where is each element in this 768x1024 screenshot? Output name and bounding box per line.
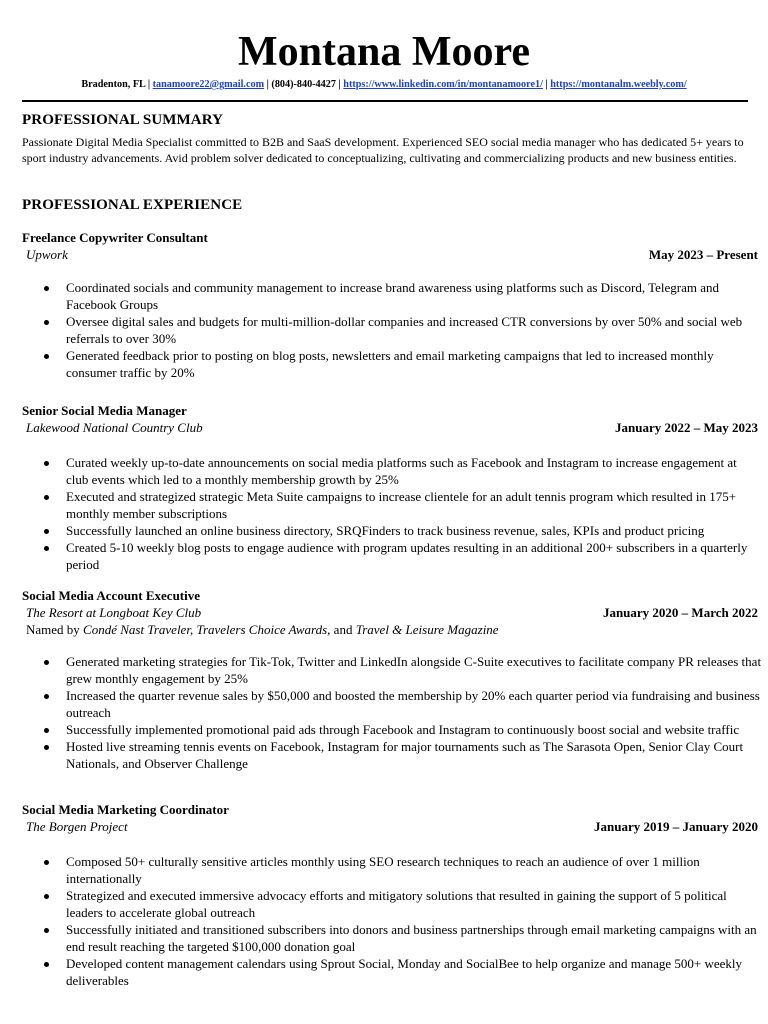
email-link[interactable]: tanamoore22@gmail.com [152,79,265,90]
bullet-icon [44,962,49,967]
bullet-item [22,955,762,989]
separator: | [145,79,153,90]
company-name: Upwork [26,247,68,262]
bullet-text: Strategized and executed immersive advocacy efforts and mitigatory solutions that resulted in gaining the support of 5 political leaders to accelerate global outreach [66,888,727,920]
separator: | [335,79,344,90]
company-name: The Resort at Longboat Key Club [26,605,202,620]
bullet-text: Composed 50+ culturally sensitive articles monthly using SEO research techniques to reach an audience of over 1 million internationally [66,854,700,886]
bullet-text: Coordinated socials and community management to increase brand awareness using platforms such as Discord, Telegram and Facebook Groups [66,280,719,312]
job-title: Freelance Copywriter Consultant [22,230,208,245]
bullet-text: Generated marketing strategies for Tik-Tok, Twitter and LinkedIn alongside C-Suite executives to facilitate company PR releases that grew monthly engagement by 25% [66,654,762,686]
bullet-icon [44,745,49,750]
company-name: Lakewood National Country Club [26,420,203,435]
bullet-icon [44,529,49,534]
bullet-icon [44,320,49,325]
job-title: Social Media Account Executive [22,588,201,603]
job-bullets [22,853,762,989]
job-bullets [22,279,762,381]
bullet-icon [44,728,49,733]
award-name: Condé Nast Traveler, Travelers Choice Awards, [83,622,331,637]
job-bullets [22,653,762,772]
contact-line [0,78,768,92]
bullet-text: Executed and strategized strategic Meta Suite campaigns to increase clientele for an adult tennis program which resulted in 175+ monthly member subscriptions [66,489,737,521]
bullet-item [22,653,762,687]
website-link[interactable]: https://montanalm.weebly.com/ [550,79,687,90]
summary-text: Passionate Digital Media Specialist committed to B2B and SaaS development. Experienced SEO social media manager who has dedicated 5+ years to sport industry advancements. Avid problem solver dedicated to conceptualizing, cultivating and commercializing products and new business entities. [22,135,744,165]
separator: | [264,79,272,90]
job-dates: January 2020 – March 2022 [602,605,758,620]
bullet-icon [44,546,49,551]
job-meta-row [22,604,758,621]
company-name: The Borgen Project [26,819,128,834]
linkedin-link[interactable]: https://www.linkedin.com/in/montanamoore1/ [343,79,543,90]
awards-line [22,621,758,638]
bullet-item [22,921,762,955]
bullet-item [22,488,762,522]
phone: (804)-840-4427 [271,79,336,90]
job-dates: May 2023 – Present [648,247,758,262]
job-dates: January 2019 – January 2020 [594,819,758,834]
bullet-item [22,539,762,573]
bullet-item [22,279,762,313]
bullet-icon [44,660,49,665]
bullet-icon [44,894,49,899]
awards-conjunction: and [330,622,356,637]
bullet-text: Successfully implemented promotional paid ads through Facebook and Instagram to continuously boost social and website traffic [66,722,740,737]
bullet-item [22,738,762,772]
bullet-item [22,347,762,381]
bullet-text: Generated feedback prior to posting on blog posts, newsletters and email marketing campaigns that led to increased monthly consumer traffic by 20% [66,348,714,380]
job-meta-row [22,246,758,263]
bullet-item [22,887,762,921]
job-meta-row [22,818,758,835]
job-dates: January 2022 – May 2023 [615,420,758,435]
location: Bradenton, FL [81,79,146,90]
award-name: Travel & Leisure Magazine [355,622,499,637]
bullet-text: Successfully launched an online business directory, SRQFinders to track business revenue, sales, KPIs and product pricing [66,523,705,538]
bullet-icon [44,461,49,466]
job-entry [22,802,758,835]
bullet-text: Hosted live streaming tennis events on Facebook, Instagram for major tournaments such as The Sarasota Open, Senior Clay Court Nationals, and Observer Challenge [66,739,744,771]
job-title: Social Media Marketing Coordinator [22,802,229,817]
bullet-text: Oversee digital sales and budgets for multi-million-dollar companies and increased CTR conversions by over 50% and social web referrals to over 30% [66,314,743,346]
awards-prefix: Named by [26,622,84,637]
separator: | [542,79,551,90]
job-bullets [22,454,762,573]
bullet-icon [44,694,49,699]
bullet-text: Curated weekly up-to-date announcements on social media platforms such as Facebook and Instagram to increase engagement at club events which led to a monthly membership growth by 25% [66,455,737,487]
bullet-icon [44,860,49,865]
candidate-name: Montana Moore [237,29,530,75]
summary-heading: PROFESSIONAL SUMMARY [22,112,224,128]
experience-heading: PROFESSIONAL EXPERIENCE [22,197,243,213]
bullet-item [22,313,762,347]
bullet-item [22,454,762,488]
bullet-icon [44,495,49,500]
bullet-text: Developed content management calendars using Sprout Social, Monday and SocialBee to help organize and manage 500+ weekly deliverables [66,956,743,988]
bullet-item [22,522,762,539]
job-entry [22,588,758,638]
bullet-text: Increased the quarter revenue sales by $50,000 and boosted the membership by 20% each quarter period via fundraising and business outreach [66,688,760,720]
bullet-item [22,853,762,887]
bullet-item [22,687,762,721]
bullet-icon [44,354,49,359]
bullet-item [22,721,762,738]
job-title: Senior Social Media Manager [22,403,187,418]
bullet-text: Created 5-10 weekly blog posts to engage audience with program updates resulting in an additional 200+ subscribers in a quarterly period [66,540,748,572]
job-entry [22,403,758,436]
bullet-icon [44,286,49,291]
job-entry [22,230,758,263]
header-divider [22,100,748,102]
job-meta-row [22,419,758,436]
bullet-text: Successfully initiated and transitioned subscribers into donors and business partnerships through email marketing campaigns with an end result reaching the targeted $100,000 donation goal [66,922,757,954]
bullet-icon [44,928,49,933]
